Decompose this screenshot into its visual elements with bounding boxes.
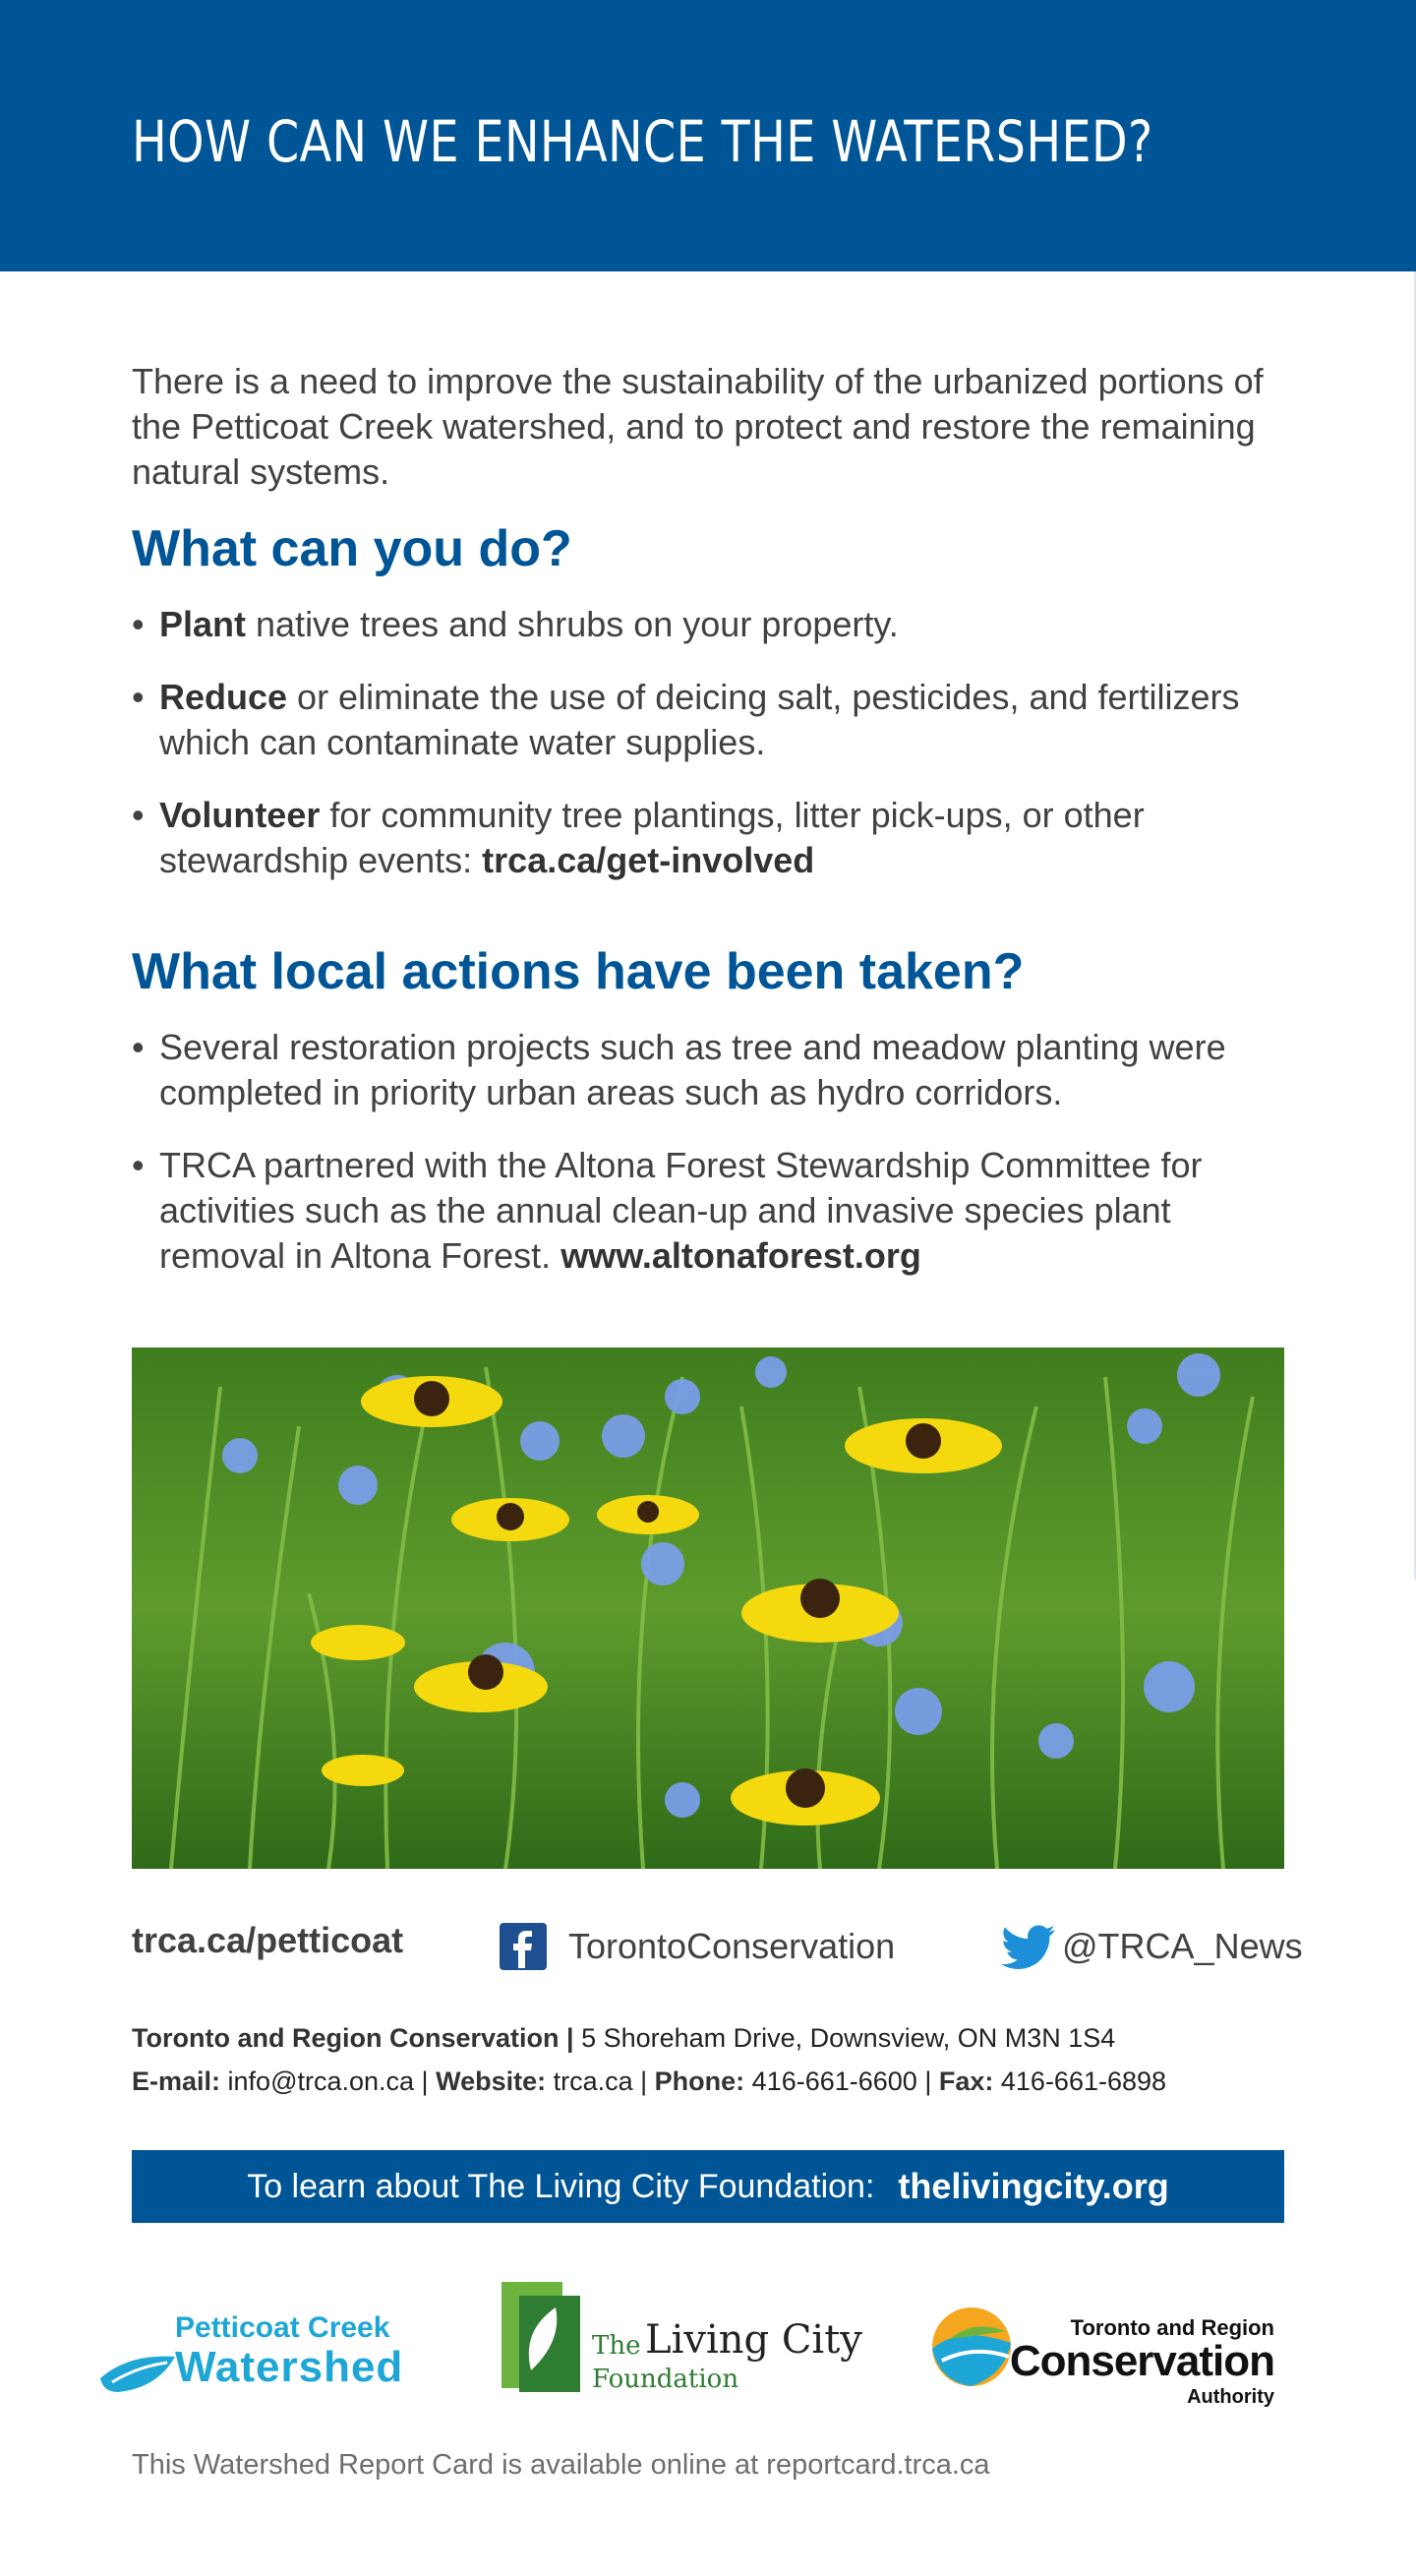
email-label: E-mail:	[132, 2067, 221, 2096]
website-value[interactable]: trca.ca	[546, 2067, 633, 2096]
action-list	[132, 602, 1302, 883]
banner-text: To learn about The Living City Foundation:	[247, 2167, 875, 2205]
altona-forest-link[interactable]: www.altonaforest.org	[560, 1235, 921, 1276]
get-involved-link[interactable]: trca.ca/get-involved	[482, 840, 815, 880]
living-city-foundation: Foundation	[592, 2365, 739, 2394]
phone-value: 416-661-6600	[744, 2067, 917, 2096]
street-address: 5 Shoreham Drive, Downsview, ON M3N 1S4	[581, 2023, 1116, 2053]
twitter-icon	[1001, 1924, 1056, 1969]
living-city-foundation-logo	[502, 2282, 895, 2400]
list-item: • Plant native trees and shrubs on your property.	[132, 602, 1302, 647]
water-drop-icon	[98, 2349, 177, 2398]
twitter-link[interactable]	[1001, 1920, 1303, 1973]
trca-emblem-icon	[930, 2306, 1013, 2388]
local-actions-list	[132, 1025, 1302, 1279]
list-item: • Several restoration projects such as tree and meadow planting were completed in priority urban areas such as hydro corridors.	[132, 1025, 1302, 1115]
trca-logo	[930, 2304, 1284, 2412]
contact-address: Toronto and Region Conservation | 5 Shoreham Drive, Downsview, ON M3N 1S4 E-mail: info@trca.on.ca | Website: trca.ca | Phone: 416-661-6600 | Fax: 416-661-6898	[132, 2023, 1167, 2096]
phone-label: Phone:	[654, 2067, 745, 2096]
page-title: HOW CAN WE ENHANCE THE WATERSHED?	[132, 108, 1153, 175]
website-label: Website:	[436, 2067, 547, 2096]
list-item: • Volunteer for community tree plantings, litter pick-ups, or other stewardship events: trca.ca/get-involved	[132, 793, 1302, 883]
living-city-name: Living City	[645, 2317, 862, 2363]
section-heading-what-can-you-do: What can you do?	[132, 520, 572, 577]
org-name: Toronto and Region Conservation	[132, 2023, 560, 2053]
intro-paragraph: There is a need to improve the sustainability of the urbanized portions of the Petticoat Creek watershed, and to protect and restore the remaining natural systems.	[132, 361, 1264, 492]
living-city-the: The	[592, 2331, 641, 2361]
list-item: • Reduce or eliminate the use of deicing salt, pesticides, and fertilizers which can contaminate water supplies.	[132, 675, 1302, 765]
list-item: • TRCA partnered with the Altona Forest Stewardship Committee for activities such as the annual clean-up and invasive species plant removal in Altona Forest. www.altonaforest.org	[132, 1143, 1302, 1279]
wildflower-meadow-photo	[132, 1348, 1284, 1869]
trca-logo-line3: Authority	[1187, 2386, 1274, 2408]
petticoat-logo-line1: Petticoat Creek	[175, 2311, 390, 2344]
twitter-handle: @TRCA_News	[1062, 1926, 1303, 1966]
footer-note: This Watershed Report Card is available online at reportcard.trca.ca	[132, 2449, 990, 2481]
facebook-link[interactable]	[500, 1920, 895, 1973]
fax-value: 416-661-6898	[993, 2067, 1167, 2096]
petticoat-logo-line2: Watershed	[175, 2343, 404, 2391]
petticoat-creek-logo	[98, 2311, 442, 2400]
facebook-handle: TorontoConservation	[568, 1926, 896, 1966]
facebook-icon	[500, 1923, 547, 1970]
website-link[interactable]: trca.ca/petticoat	[132, 1920, 404, 1960]
page-header	[0, 0, 1416, 271]
section-heading-local-actions: What local actions have been taken?	[132, 943, 1025, 1000]
email-value[interactable]: info@trca.on.ca	[220, 2067, 415, 2096]
fax-label: Fax:	[938, 2067, 994, 2096]
trca-logo-line2: Conservation	[1009, 2337, 1274, 2385]
living-city-banner	[132, 2150, 1284, 2223]
living-city-link[interactable]: thelivingcity.org	[898, 2166, 1169, 2206]
leaf-icon	[502, 2282, 580, 2392]
trca-logo-line1: Toronto and Region	[1070, 2315, 1274, 2340]
